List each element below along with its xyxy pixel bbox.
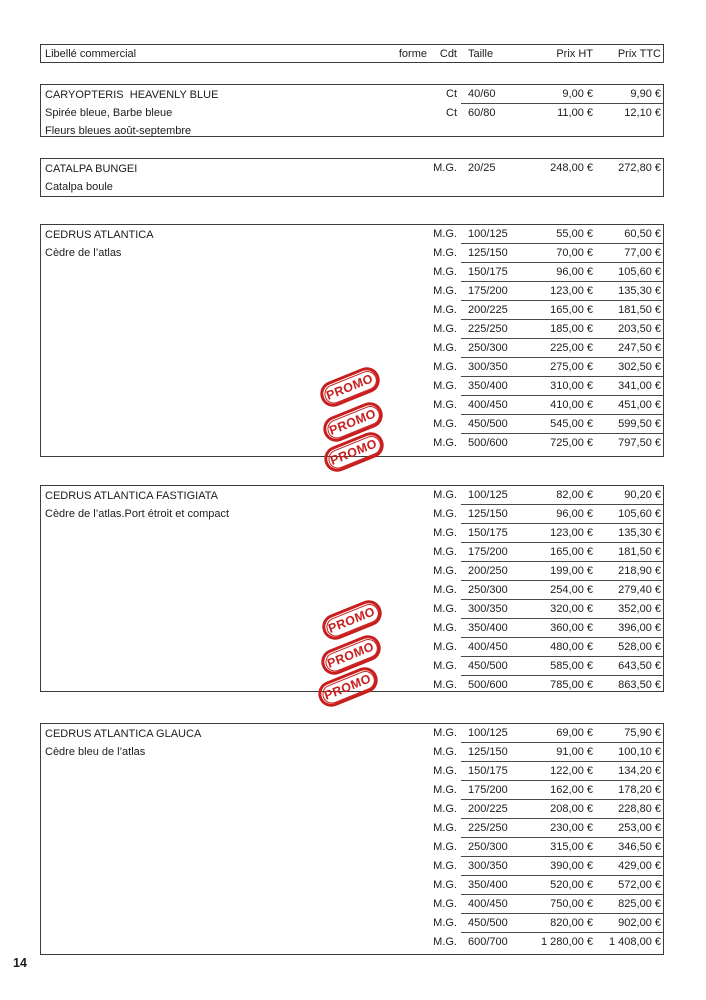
product-block-catalpa	[40, 158, 664, 197]
cdt-value: M.G.	[433, 418, 457, 430]
prix-ttc-value: 451,00 €	[618, 399, 661, 411]
prix-ht-value: 96,00 €	[556, 508, 593, 520]
cdt-value: M.G.	[433, 917, 457, 929]
prix-ht-value: 185,00 €	[550, 323, 593, 335]
promo-stamp-label: PROMO	[325, 639, 377, 671]
price-row	[382, 486, 663, 505]
prix-ht-value: 123,00 €	[550, 285, 593, 297]
price-rows	[382, 225, 663, 453]
price-row	[382, 600, 663, 619]
cdt-value: M.G.	[433, 527, 457, 539]
cdt-value: M.G.	[433, 898, 457, 910]
prix-ttc-value: 178,20 €	[618, 784, 661, 796]
prix-ht-value: 750,00 €	[550, 898, 593, 910]
taille-value: 450/500	[468, 660, 508, 672]
taille-value: 300/350	[468, 361, 508, 373]
price-row	[382, 282, 663, 301]
taille-value: 500/600	[468, 437, 508, 449]
cdt-value: Ct	[446, 107, 457, 119]
prix-ttc-value: 60,50 €	[624, 228, 661, 240]
price-cells	[461, 244, 663, 263]
taille-value: 300/350	[468, 860, 508, 872]
cdt-value: M.G.	[433, 489, 457, 501]
cdt-value: M.G.	[433, 565, 457, 577]
price-cells	[461, 676, 663, 695]
header-cdt: Cdt	[439, 47, 457, 60]
table-header-row	[40, 44, 664, 63]
prix-ht-value: 123,00 €	[550, 527, 593, 539]
price-row	[382, 159, 663, 178]
price-row	[382, 914, 663, 933]
header-taille: Taille	[468, 47, 494, 60]
cdt-value: M.G.	[433, 247, 457, 259]
price-cells	[461, 358, 663, 377]
cdt-value: M.G.	[433, 746, 457, 758]
prix-ht-value: 520,00 €	[550, 879, 593, 891]
cdt-value: M.G.	[433, 622, 457, 634]
promo-stamp-label: PROMO	[322, 671, 374, 703]
taille-value: 500/600	[468, 679, 508, 691]
prix-ttc-value: 572,00 €	[618, 879, 661, 891]
cdt-value: M.G.	[433, 660, 457, 672]
cdt-value: M.G.	[433, 936, 457, 948]
prix-ttc-value: 247,50 €	[618, 342, 661, 354]
price-cells	[461, 581, 663, 600]
prix-ttc-value: 90,20 €	[624, 489, 661, 501]
prix-ttc-value: 181,50 €	[618, 304, 661, 316]
product-block-caryopteris	[40, 84, 664, 137]
prix-ht-value: 310,00 €	[550, 380, 593, 392]
prix-ht-value: 275,00 €	[550, 361, 593, 373]
price-cells	[461, 225, 663, 244]
taille-value: 150/175	[468, 765, 508, 777]
header-price-columns	[461, 48, 663, 60]
prix-ht-value: 162,00 €	[550, 784, 593, 796]
price-row	[382, 762, 663, 781]
product-description	[45, 178, 375, 196]
prix-ttc-value: 341,00 €	[618, 380, 661, 392]
prix-ttc-value: 352,00 €	[618, 603, 661, 615]
header-prix-ttc: Prix TTC	[617, 47, 661, 60]
prix-ttc-value: 12,10 €	[624, 107, 661, 119]
price-row	[382, 876, 663, 895]
cdt-value: M.G.	[433, 380, 457, 392]
promo-stamp	[318, 596, 385, 643]
price-cells	[461, 819, 663, 838]
header-libelle-commercial: Libellé commercial	[45, 47, 137, 60]
price-cells	[461, 619, 663, 638]
prix-ht-value: 315,00 €	[550, 841, 593, 853]
product-block-cedrus-glauca	[40, 723, 664, 955]
prix-ht-value: 208,00 €	[550, 803, 593, 815]
product-name: CEDRUS ATLANTICA FASTIGIATA	[45, 490, 218, 502]
prix-ttc-value: 203,50 €	[618, 323, 661, 335]
product-description	[45, 244, 375, 262]
product-description	[45, 505, 375, 523]
product-info	[45, 725, 375, 761]
product-description	[45, 743, 375, 761]
price-cells	[461, 85, 663, 104]
prix-ht-value: 96,00 €	[556, 266, 593, 278]
price-row	[382, 505, 663, 524]
prix-ht-value: 545,00 €	[550, 418, 593, 430]
taille-value: 250/300	[468, 841, 508, 853]
prix-ht-value: 230,00 €	[550, 822, 593, 834]
price-row	[382, 676, 663, 695]
description-line: Cèdre de l’atlas	[45, 247, 122, 259]
prix-ttc-value: 218,90 €	[618, 565, 661, 577]
price-row	[382, 358, 663, 377]
description-line: Catalpa boule	[45, 181, 113, 193]
prix-ttc-value: 825,00 €	[618, 898, 661, 910]
price-cells	[461, 657, 663, 676]
product-info	[45, 86, 375, 140]
prix-ttc-value: 9,90 €	[630, 88, 661, 100]
taille-value: 400/450	[468, 898, 508, 910]
prix-ttc-value: 863,50 €	[618, 679, 661, 691]
price-row	[382, 800, 663, 819]
taille-value: 400/450	[468, 399, 508, 411]
cdt-value: Ct	[446, 88, 457, 100]
taille-value: 100/125	[468, 228, 508, 240]
prix-ht-value: 360,00 €	[550, 622, 593, 634]
taille-value: 175/200	[468, 784, 508, 796]
prix-ht-value: 70,00 €	[556, 247, 593, 259]
cdt-value: M.G.	[433, 584, 457, 596]
price-cells	[461, 104, 663, 123]
cdt-value: M.G.	[433, 437, 457, 449]
prix-ttc-value: 643,50 €	[618, 660, 661, 672]
cdt-value: M.G.	[433, 266, 457, 278]
prix-ht-value: 199,00 €	[550, 565, 593, 577]
taille-value: 60/80	[468, 107, 496, 119]
taille-value: 200/225	[468, 803, 508, 815]
price-cells	[461, 320, 663, 339]
prix-ht-value: 82,00 €	[556, 489, 593, 501]
header-prix-ht: Prix HT	[556, 47, 593, 60]
prix-ht-value: 390,00 €	[550, 860, 593, 872]
taille-value: 100/125	[468, 489, 508, 501]
product-name: CARYOPTERIS HEAVENLY BLUE	[45, 89, 219, 101]
prix-ht-value: 165,00 €	[550, 304, 593, 316]
taille-value: 250/300	[468, 584, 508, 596]
taille-value: 150/175	[468, 527, 508, 539]
price-cells	[461, 263, 663, 282]
cdt-value: M.G.	[433, 399, 457, 411]
price-cells	[461, 857, 663, 876]
prix-ttc-value: 346,50 €	[618, 841, 661, 853]
price-cells	[461, 838, 663, 857]
prix-ht-value: 165,00 €	[550, 546, 593, 558]
price-cells	[461, 562, 663, 581]
taille-value: 250/300	[468, 342, 508, 354]
cdt-value: M.G.	[433, 879, 457, 891]
prix-ttc-value: 105,60 €	[618, 508, 661, 520]
price-rows	[382, 85, 663, 123]
price-cells	[461, 762, 663, 781]
taille-value: 150/175	[468, 266, 508, 278]
taille-value: 225/250	[468, 323, 508, 335]
prix-ht-value: 69,00 €	[556, 727, 593, 739]
prix-ttc-value: 135,30 €	[618, 285, 661, 297]
prix-ht-value: 225,00 €	[550, 342, 593, 354]
product-info	[45, 160, 375, 196]
prix-ttc-value: 797,50 €	[618, 437, 661, 449]
taille-value: 20/25	[468, 162, 496, 174]
taille-value: 175/200	[468, 546, 508, 558]
description-line: Spirée bleue, Barbe bleue	[45, 107, 173, 119]
prix-ttc-value: 253,00 €	[618, 822, 661, 834]
price-row	[382, 377, 663, 396]
prix-ttc-value: 105,60 €	[618, 266, 661, 278]
prix-ttc-value: 599,50 €	[618, 418, 661, 430]
prix-ht-value: 725,00 €	[550, 437, 593, 449]
cdt-value: M.G.	[433, 803, 457, 815]
prix-ht-value: 91,00 €	[556, 746, 593, 758]
cdt-value: M.G.	[433, 679, 457, 691]
price-cells	[461, 396, 663, 415]
prix-ttc-value: 902,00 €	[618, 917, 661, 929]
taille-value: 350/400	[468, 879, 508, 891]
prix-ht-value: 320,00 €	[550, 603, 593, 615]
cdt-value: M.G.	[433, 765, 457, 777]
price-row	[382, 263, 663, 282]
cdt-value: M.G.	[433, 727, 457, 739]
prix-ht-value: 122,00 €	[550, 765, 593, 777]
cdt-value: M.G.	[433, 342, 457, 354]
taille-value: 100/125	[468, 727, 508, 739]
price-cells	[461, 159, 663, 178]
cdt-value: M.G.	[433, 508, 457, 520]
prix-ht-value: 9,00 €	[562, 88, 593, 100]
price-rows	[382, 159, 663, 178]
cdt-value: M.G.	[433, 641, 457, 653]
prix-ht-value: 248,00 €	[550, 162, 593, 174]
prix-ttc-value: 134,20 €	[618, 765, 661, 777]
taille-value: 350/400	[468, 622, 508, 634]
price-row	[382, 581, 663, 600]
price-row	[382, 781, 663, 800]
cdt-value: M.G.	[433, 285, 457, 297]
taille-value: 600/700	[468, 936, 508, 948]
description-line: Fleurs bleues août-septembre	[45, 125, 192, 137]
price-cells	[461, 505, 663, 524]
price-row	[382, 619, 663, 638]
price-cells	[461, 933, 663, 952]
price-cells	[461, 301, 663, 320]
price-row	[382, 895, 663, 914]
price-row	[382, 104, 663, 123]
prix-ht-value: 820,00 €	[550, 917, 593, 929]
price-cells	[461, 377, 663, 396]
product-block-cedrus-atlantica	[40, 224, 664, 468]
product-name: CATALPA BUNGEI	[45, 163, 138, 175]
product-info	[45, 226, 375, 262]
price-row	[382, 320, 663, 339]
price-row	[382, 819, 663, 838]
price-cells	[461, 282, 663, 301]
prix-ht-value: 410,00 €	[550, 399, 593, 411]
prix-ttc-value: 181,50 €	[618, 546, 661, 558]
taille-value: 125/150	[468, 247, 508, 259]
prix-ht-value: 785,00 €	[550, 679, 593, 691]
price-row	[382, 838, 663, 857]
prix-ttc-value: 77,00 €	[624, 247, 661, 259]
prix-ttc-value: 302,50 €	[618, 361, 661, 373]
taille-value: 450/500	[468, 418, 508, 430]
price-row	[382, 434, 663, 453]
cdt-value: M.G.	[433, 304, 457, 316]
product-name: CEDRUS ATLANTICA GLAUCA	[45, 728, 202, 740]
price-row	[382, 85, 663, 104]
price-cells	[461, 524, 663, 543]
price-row	[382, 562, 663, 581]
taille-value: 125/150	[468, 508, 508, 520]
taille-value: 225/250	[468, 822, 508, 834]
price-row	[382, 524, 663, 543]
price-row	[382, 743, 663, 762]
price-cells	[461, 743, 663, 762]
product-info	[45, 487, 375, 523]
taille-value: 400/450	[468, 641, 508, 653]
price-row	[382, 301, 663, 320]
taille-value: 125/150	[468, 746, 508, 758]
header-forme: forme	[398, 47, 427, 60]
price-row	[382, 244, 663, 263]
description-line: Cèdre bleu de l’atlas	[45, 746, 146, 758]
promo-stamp-label: PROMO	[326, 604, 378, 636]
price-row	[382, 657, 663, 676]
prix-ttc-value: 279,40 €	[618, 584, 661, 596]
page-number: 14	[13, 956, 27, 970]
price-rows	[382, 724, 663, 952]
promo-stamp-label: PROMO	[327, 406, 379, 438]
cdt-value: M.G.	[433, 860, 457, 872]
price-cells	[461, 895, 663, 914]
product-name: CEDRUS ATLANTICA	[45, 229, 154, 241]
price-row	[382, 857, 663, 876]
prix-ttc-value: 100,10 €	[618, 746, 661, 758]
price-row	[382, 724, 663, 743]
prix-ht-value: 480,00 €	[550, 641, 593, 653]
cdt-value: M.G.	[433, 228, 457, 240]
price-cells	[461, 876, 663, 895]
price-cells	[461, 638, 663, 657]
cdt-value: M.G.	[433, 323, 457, 335]
prix-ttc-value: 228,80 €	[618, 803, 661, 815]
cdt-value: M.G.	[433, 784, 457, 796]
cdt-value: M.G.	[433, 361, 457, 373]
price-cells	[461, 339, 663, 358]
prix-ht-value: 254,00 €	[550, 584, 593, 596]
prix-ttc-value: 75,90 €	[624, 727, 661, 739]
price-cells	[461, 434, 663, 453]
description-line: Cèdre de l’atlas.Port étroit et compact	[45, 508, 230, 520]
price-row	[382, 415, 663, 434]
price-row	[382, 543, 663, 562]
price-cells	[461, 543, 663, 562]
prix-ttc-value: 396,00 €	[618, 622, 661, 634]
taille-value: 200/225	[468, 304, 508, 316]
price-cells	[461, 486, 663, 505]
price-row	[382, 933, 663, 952]
cdt-value: M.G.	[433, 162, 457, 174]
cdt-value: M.G.	[433, 546, 457, 558]
prix-ttc-value: 528,00 €	[618, 641, 661, 653]
prix-ht-value: 585,00 €	[550, 660, 593, 672]
prix-ttc-value: 429,00 €	[618, 860, 661, 872]
price-cells	[461, 781, 663, 800]
product-description	[45, 104, 375, 140]
price-rows	[382, 486, 663, 695]
price-row	[382, 396, 663, 415]
taille-value: 200/250	[468, 565, 508, 577]
price-row	[382, 225, 663, 244]
promo-stamp-label: PROMO	[328, 436, 380, 468]
taille-value: 350/400	[468, 380, 508, 392]
promo-stamp-label: PROMO	[324, 371, 376, 403]
cdt-value: M.G.	[433, 603, 457, 615]
prix-ht-value: 1 280,00 €	[541, 936, 593, 948]
taille-value: 40/60	[468, 88, 496, 100]
taille-value: 175/200	[468, 285, 508, 297]
price-cells	[461, 800, 663, 819]
taille-value: 300/350	[468, 603, 508, 615]
price-cells	[461, 415, 663, 434]
price-row	[382, 339, 663, 358]
price-cells	[461, 914, 663, 933]
cdt-value: M.G.	[433, 841, 457, 853]
taille-value: 450/500	[468, 917, 508, 929]
prix-ttc-value: 1 408,00 €	[609, 936, 661, 948]
prix-ttc-value: 135,30 €	[618, 527, 661, 539]
cdt-value: M.G.	[433, 822, 457, 834]
prix-ttc-value: 272,80 €	[618, 162, 661, 174]
prix-ht-value: 11,00 €	[557, 107, 593, 119]
product-block-cedrus-fastigiata	[40, 485, 664, 703]
price-cells	[461, 600, 663, 619]
price-row	[382, 638, 663, 657]
price-cells	[461, 724, 663, 743]
prix-ht-value: 55,00 €	[556, 228, 593, 240]
